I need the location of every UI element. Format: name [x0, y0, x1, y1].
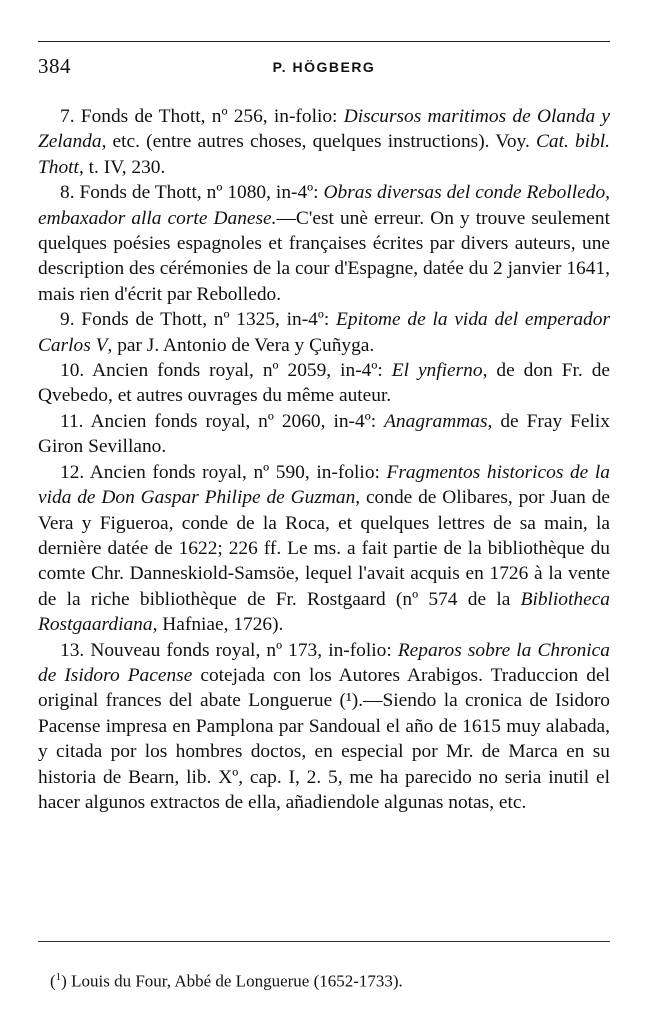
entry-title: Obras diversas del conde Rebolledo, embaxador alla corte Danese.: [38, 182, 610, 229]
page-body: [38, 104, 610, 815]
entry-text: Ancien fonds royal, nº 590, in-folio:: [84, 461, 387, 483]
entry-10: [38, 358, 610, 409]
entry-7: [38, 104, 610, 180]
entry-text: cotejada con los Autores Arabigos. Traduccion del original frances del abate Longuerue (¹).—Siendo la cronica de Isidoro Pacense impresa en Pamplona par Sandoual el año de 1615 muy alabada, y citada por los hombres doctos, en especial por Mr. de Marca en su historia de Bearn, lib. Xº, cap. I, 2. 5, me ha parecido no seria inutil el hacer algunos extractos de ella, añadiendole algunas notas, etc.: [38, 664, 610, 813]
footnote: ($^1$) Louis du Four, Abbé de Longuerue (1652-1733).: [50, 971, 403, 991]
entry-text: Ancien fonds royal, nº 2059, in-4º:: [84, 360, 392, 382]
entry-number: 13.: [60, 639, 85, 661]
running-head: P. HÖGBERG: [272, 59, 376, 75]
entry-text: Ancien fonds royal, nº 2060, in-4º:: [83, 410, 385, 432]
entry-text: Fonds de Thott, nº 256, in-folio:: [74, 106, 344, 127]
entry-text: , conde de Olibares, por Juan de Vera y Figueroa, conde de la Roca, et quelques lettres de sa main, la dernière datée de 1622; 226 ff. Le ms. a fait partie de la bibliothèque du comte Chr. Danneskiold-Samsöe, lequel l'avait acquis en 1726 à la vente de la riche bibliothèque de Fr. Rostgaard (nº 574 de la: [38, 487, 610, 610]
entry-title: Cat. bibl. Thott: [38, 131, 610, 178]
entry-text: , par J. Antonio de Vera y Çuñyga.: [107, 334, 375, 356]
entry-text: Fonds de Thott, nº 1080, in-4º:: [74, 182, 324, 204]
entry-title: Fragmentos historicos de la vida de Don Gaspar Philipe de Guzman: [38, 461, 611, 509]
entry-text: , de Fray Felix Giron Sevillano.: [38, 410, 610, 458]
entry-12: [38, 460, 610, 638]
entry-11: [38, 409, 610, 460]
entry-text: —C'est unè erreur. On y trouve seulement quelques poésies espagnoles et françaises écrites par divers auteurs, une description des cérémonies de la cour d'Espagne, datée du 2 janvier 1641, mais rien d'écrit par Rebolledo.: [38, 207, 610, 305]
entry-title: Bibliotheca Rostgaardiana: [38, 588, 610, 636]
entry-13: [38, 638, 610, 816]
entry-9: [38, 307, 610, 358]
entry-title: Anagrammas: [384, 410, 488, 432]
footnote-text: Louis du Four, Abbé de Longuerue (1652-1733).: [71, 971, 403, 991]
entry-text: , Hafniae, 1726).: [152, 614, 284, 636]
entry-title: El ynfierno: [391, 360, 483, 382]
page-number: 384: [38, 54, 71, 78]
footnote-rule: [38, 941, 610, 942]
entry-text: Fonds de Thott, nº 1325, in-4º:: [74, 309, 337, 331]
entry-number: 9.: [60, 309, 75, 331]
page-header: [38, 54, 610, 80]
entry-text: Nouveau fonds royal, nº 173, in-folio:: [84, 639, 398, 661]
top-rule: [38, 41, 610, 42]
entry-title: Discursos maritimos de Olanda y Zelanda: [38, 106, 610, 153]
entry-number: 12.: [60, 461, 85, 483]
entry-text: , t. IV, 230.: [78, 156, 166, 178]
entry-8: [38, 180, 610, 307]
entry-title: Epitome de la vida del emperador Carlos V: [38, 309, 610, 356]
entry-number: 11.: [60, 410, 84, 432]
entry-number: 8.: [60, 182, 75, 204]
entry-number: 10.: [60, 360, 85, 382]
entry-title: Reparos sobre la Chronica de Isidoro Pacense: [38, 639, 610, 686]
entry-text: , etc. (entre autres choses, quelques instructions). Voy.: [101, 131, 536, 153]
entry-text: , de don Fr. de Qvebedo, et autres ouvrages du même auteur.: [38, 360, 611, 407]
footnote-mark: 1: [55, 971, 62, 983]
entry-number: 7.: [60, 106, 75, 127]
